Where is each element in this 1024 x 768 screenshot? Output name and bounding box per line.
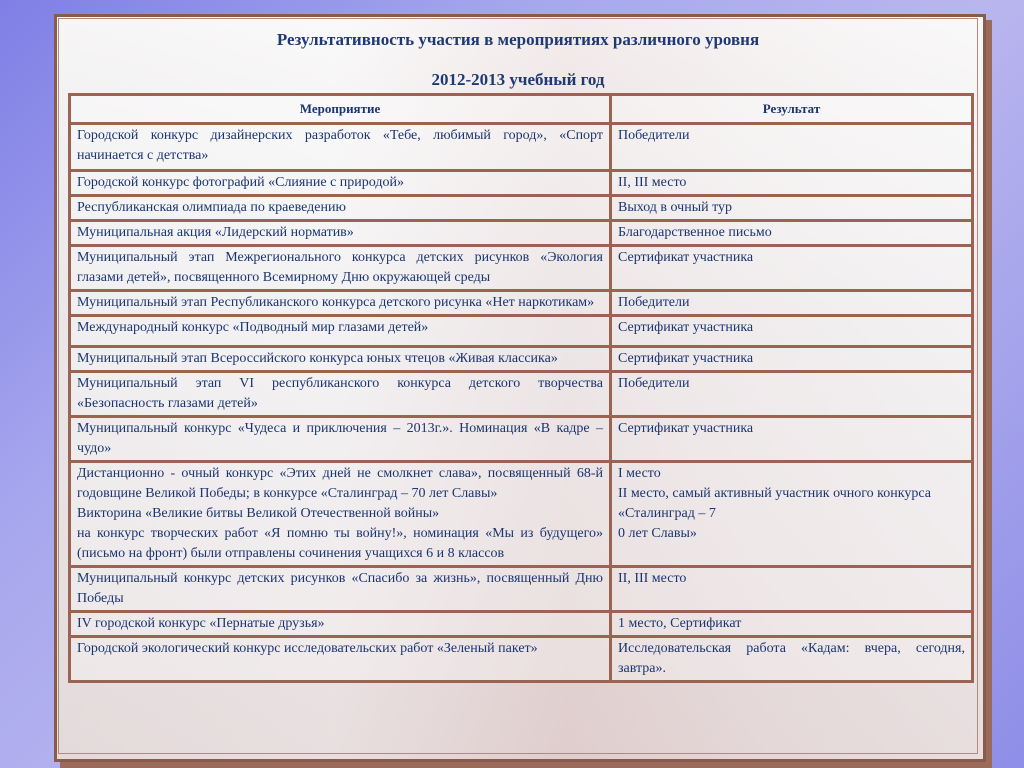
event-cell	[70, 372, 611, 417]
event-text: IV городской конкурс «Пернатые друзья»	[77, 616, 325, 631]
table-row	[70, 347, 973, 372]
event-text: Муниципальный этап Республиканского конкурса детского рисунка «Нет наркотикам»	[77, 295, 595, 310]
result-text: Сертификат участника	[618, 421, 754, 436]
event-text: Муниципальный конкурс детских рисунков «Спасибо за жизнь», посвященный Дню Победы	[77, 571, 603, 606]
result-cell	[611, 124, 973, 171]
event-text: Городской экологический конкурс исследовательских работ «Зеленый пакет»	[77, 641, 538, 656]
event-text: Муниципальная акция «Лидерский норматив»	[77, 225, 354, 240]
result-cell	[611, 372, 973, 417]
event-cell	[70, 637, 611, 682]
event-cell	[70, 124, 611, 171]
result-text: Победители	[618, 295, 690, 310]
event-text: Викторина «Великие битвы Великой Отечественной войны»	[77, 506, 440, 521]
result-text: Выход в очный тур	[618, 200, 733, 215]
result-cell	[611, 291, 973, 316]
result-text: II место, самый активный участник очного конкурса «Сталинград – 7	[618, 486, 931, 521]
result-text: Исследовательская работа «Кадам: вчера, сегодня, завтра».	[618, 641, 965, 676]
event-text: Городской конкурс дизайнерских разработок «Тебе, любимый город», «Спорт начинается с детства»	[77, 128, 603, 163]
event-text: Муниципальный этап Межрегионального конкурса детских рисунков «Экология глазами детей», посвященного Всемирному Дню окружающей среды	[77, 250, 603, 285]
event-cell	[70, 221, 611, 246]
result-cell	[611, 171, 973, 196]
result-text: Благодарственное письмо	[618, 225, 772, 240]
table-row	[70, 291, 973, 316]
page-subtitle: 2012-2013 учебный год	[431, 70, 605, 89]
event-cell	[70, 291, 611, 316]
result-text: I место	[618, 466, 661, 481]
result-text: 0 лет Славы»	[618, 526, 697, 541]
result-text: Победители	[618, 128, 690, 143]
result-text: Сертификат участника	[618, 250, 754, 265]
result-cell	[611, 316, 973, 347]
event-text: Муниципальный конкурс «Чудеса и приключения – 2013г.». Номинация «В кадре – чудо»	[77, 421, 603, 456]
result-text: II, III место	[618, 175, 687, 190]
event-cell	[70, 316, 611, 347]
result-cell	[611, 347, 973, 372]
result-text: 1 место, Сертификат	[618, 616, 742, 631]
result-cell	[611, 567, 973, 612]
table-row	[70, 196, 973, 221]
result-text: Сертификат участника	[618, 351, 754, 366]
table-row	[70, 221, 973, 246]
result-cell	[611, 612, 973, 637]
event-text: Дистанционно - очный конкурс «Этих дней не смолкнет слава», посвященный 68-й годовщине Великой Победы; в конкурсе «Сталинград – 70 лет Славы»	[77, 466, 603, 501]
event-cell	[70, 171, 611, 196]
event-text: Республиканская олимпиада по краеведению	[77, 200, 346, 215]
result-cell	[611, 221, 973, 246]
results-table	[68, 93, 974, 683]
result-cell	[611, 637, 973, 682]
table-row	[70, 462, 973, 567]
table-header-row	[70, 95, 973, 124]
table-row	[70, 171, 973, 196]
column-header-event: Мероприятие	[70, 95, 611, 124]
event-cell	[70, 567, 611, 612]
table-row	[70, 637, 973, 682]
result-cell	[611, 462, 973, 567]
table-row	[70, 612, 973, 637]
event-cell	[70, 612, 611, 637]
table-row	[70, 246, 973, 291]
result-text: II, III место	[618, 571, 687, 586]
result-cell	[611, 417, 973, 462]
event-text: Городской конкурс фотографий «Слияние с природой»	[77, 175, 404, 190]
event-text: Муниципальный этап Всероссийского конкурса юных чтецов «Живая классика»	[77, 351, 558, 366]
column-header-result: Результат	[611, 95, 973, 124]
result-text: Сертификат участника	[618, 320, 754, 335]
table-row	[70, 124, 973, 171]
event-text: Международный конкурс «Подводный мир глазами детей»	[77, 320, 429, 335]
table-row	[70, 372, 973, 417]
event-text: Муниципальный этап VI республиканского конкурса детского творчества «Безопасность глазами детей»	[77, 376, 603, 411]
result-cell	[611, 246, 973, 291]
event-text: на конкурс творческих работ «Я помню ты войну!», номинация «Мы из будущего» (письмо на фронт) были отправлены сочинения учащихся 6 и 8 классов	[77, 526, 603, 561]
result-cell	[611, 196, 973, 221]
table-row	[70, 417, 973, 462]
event-cell	[70, 246, 611, 291]
table-row	[70, 316, 973, 347]
event-cell	[70, 417, 611, 462]
page-title: Результативность участия в мероприятиях различного уровня	[276, 30, 760, 49]
event-cell	[70, 347, 611, 372]
event-cell	[70, 196, 611, 221]
event-cell	[70, 462, 611, 567]
result-text: Победители	[618, 376, 690, 391]
table-row	[70, 567, 973, 612]
